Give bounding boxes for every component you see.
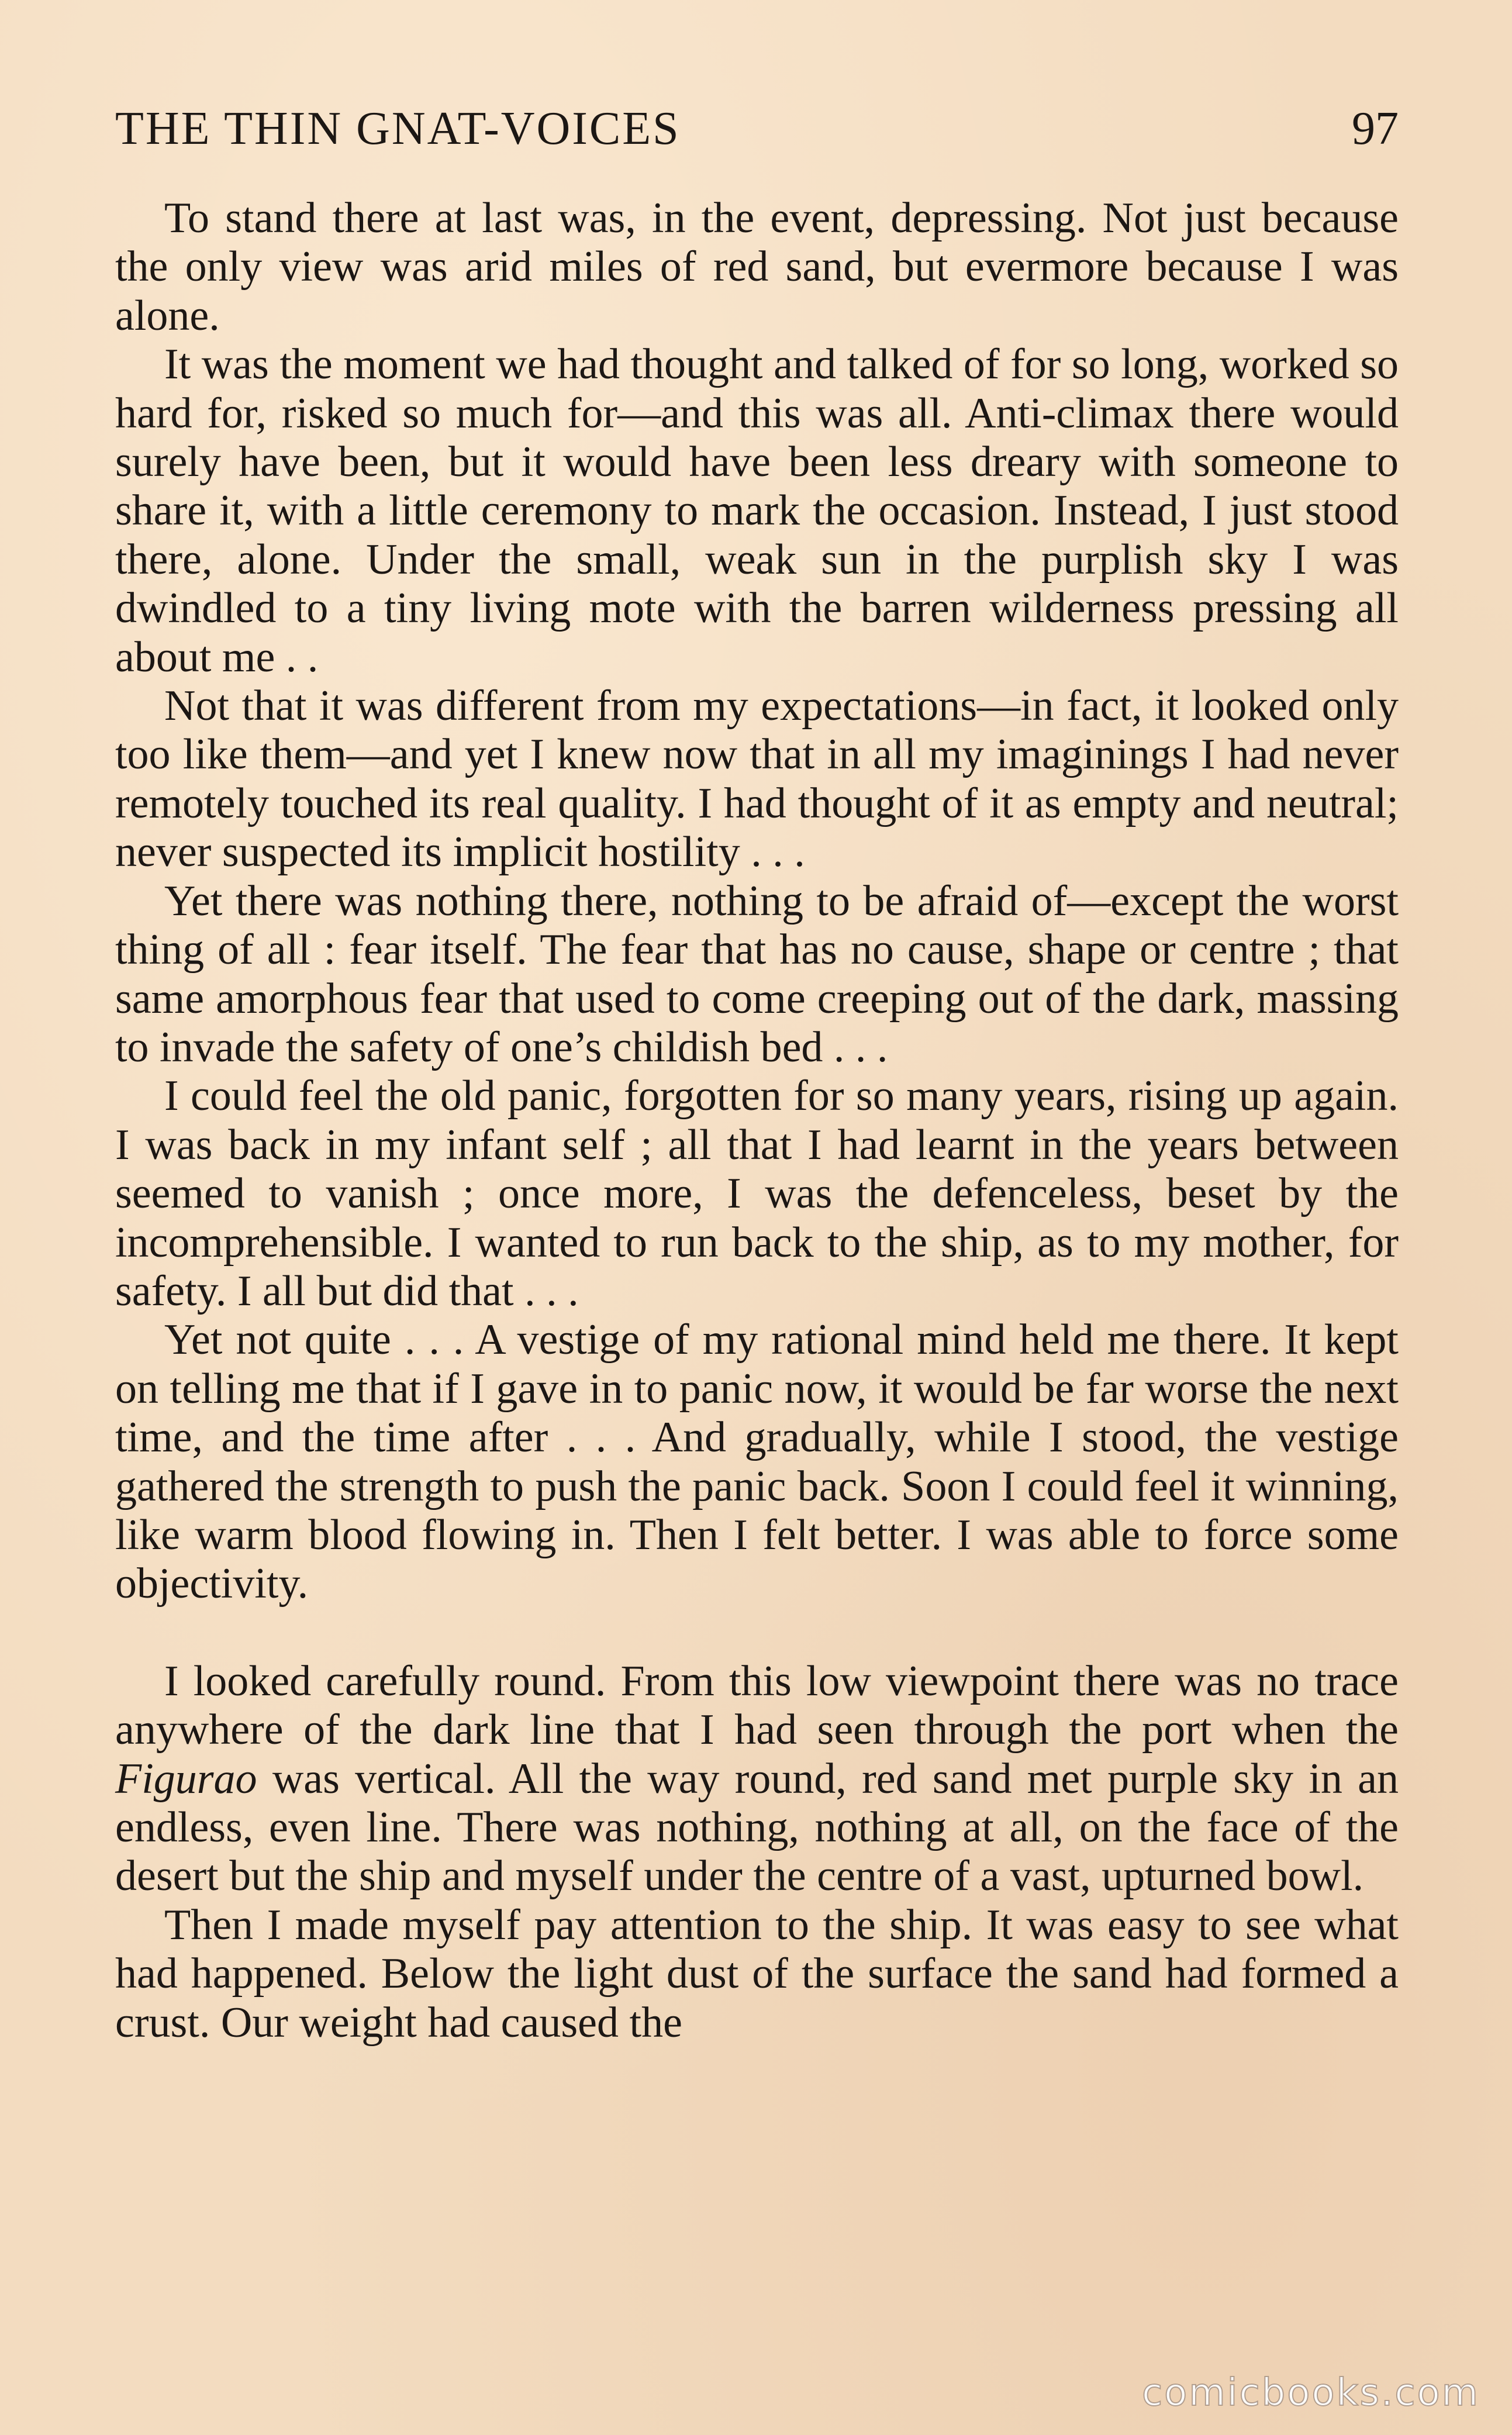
paragraph: Yet not quite . . . A vestige of my rational mind held me there. It kept on telling me that if I gave in to panic now, it would be far worse the next time, and the time after . . . And gradually, while I stood, the vestige gathered the strength to push the panic back. Soon I could feel it winning, like warm blood flowing in. Then I felt better. I was able to force some objectivity.	[115, 1316, 1399, 1608]
paragraph-lead-text: I looked carefully round. From this low viewpoint there was no trace anywhere of the dark line that I had seen through the port when the	[115, 1657, 1399, 1754]
ship-name: Figurao	[115, 1754, 257, 1803]
paragraph-section-start	[115, 1657, 1399, 1901]
running-title: THE THIN GNAT-VOICES	[115, 103, 681, 154]
book-page	[115, 105, 1399, 2047]
running-head	[115, 105, 1399, 152]
paragraph: Not that it was different from my expectations—in fact, it looked only too like them—and yet I knew now that in all my imaginings I had never remotely touched its real quality. I had thought of it as empty and neutral; never suspected its implicit hostility . . .	[115, 682, 1399, 877]
paragraph: To stand there at last was, in the event, depressing. Not just because the only view was arid miles of red sand, but evermore because I was alone.	[115, 194, 1399, 340]
paragraph: I could feel the old panic, forgotten for so many years, rising up again. I was back in my infant self ; all that I had learnt in the years between seemed to vanish ; once more, I was the defenceless, beset by the incomprehensible. I wanted to run back to the ship, as to my mother, for safety. I all but did that . . .	[115, 1072, 1399, 1315]
watermark-logo: comicbooks.com	[1141, 2371, 1480, 2415]
paragraph: It was the moment we had thought and talked of for so long, worked so hard for, risked so much for—and this was all. Anti-climax there would surely have been, but it would have been less dreary with someone to share it, with a little ceremony to mark the occasion. Instead, I just stood there, alone. Under the small, weak sun in the purplish sky I was dwindled to a tiny living mote with the barren wilderness pressing all about me . .	[115, 340, 1399, 681]
paragraph-trail-text: was vertical. All the way round, red sand met purple sky in an endless, even line. There was nothing, nothing at all, on the face of the desert but the ship and myself under the centre of a vast, upturned bowl.	[115, 1754, 1399, 1901]
paragraph: Then I made myself pay attention to the ship. It was easy to see what had happened. Below the light dust of the surface the sand had formed a crust. Our weight had caused the	[115, 1901, 1399, 2047]
paragraph: Yet there was nothing there, nothing to be afraid of—except the worst thing of all : fear itself. The fear that has no cause, shape or centre ; that same amorphous fear that used to come creeping out of the dark, massing to invade the safety of one’s childish bed . . .	[115, 877, 1399, 1071]
body-text	[115, 194, 1399, 2047]
page-number: 97	[1352, 103, 1399, 154]
